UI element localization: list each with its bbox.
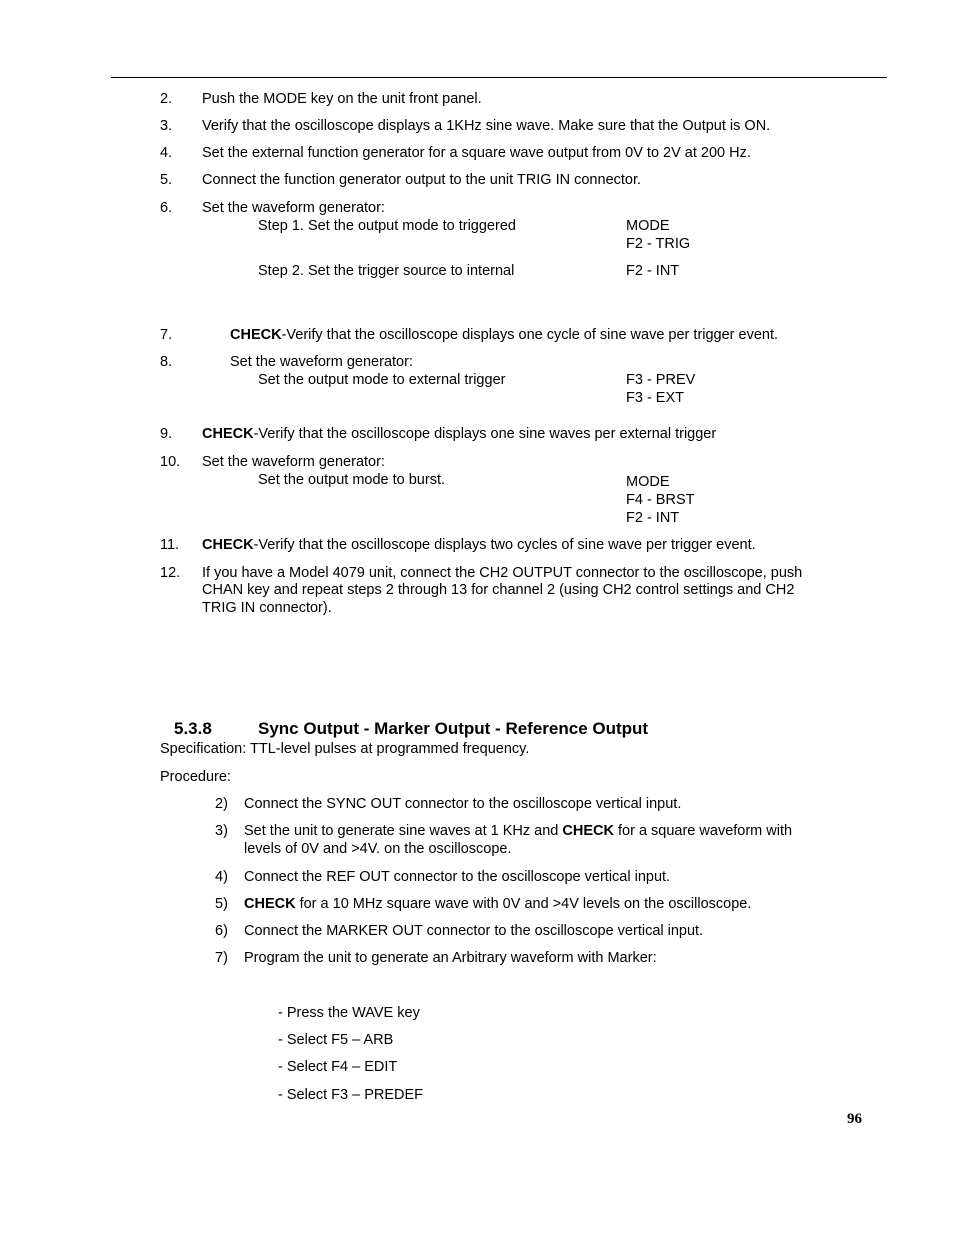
check-label: CHECK <box>244 896 296 912</box>
step-number: 5. <box>160 172 173 188</box>
step-number: 3) <box>215 823 228 839</box>
step-text-line: levels of 0V and >4V. on the oscilloscope. <box>244 841 512 857</box>
step-text-line: TRIG IN connector). <box>202 600 332 616</box>
step-number: 5) <box>215 896 228 912</box>
step-text <box>230 326 778 344</box>
check-label: CHECK <box>230 327 282 343</box>
step-text <box>244 822 792 840</box>
step-number: 6) <box>215 923 228 939</box>
check-text: -Verify that the oscilloscope displays one cycle of sine wave per trigger event. <box>281 327 779 343</box>
substep-text: Step 2. Set the trigger source to internal <box>258 263 515 279</box>
step-text-post: for a square waveform with <box>613 823 793 839</box>
section-number: 5.3.8 <box>174 719 212 738</box>
step-number: 3. <box>160 118 173 134</box>
substep-text: Set the output mode to burst. <box>258 472 446 488</box>
section-title: Sync Output - Marker Output - Reference Output <box>258 719 649 738</box>
check-text: -Verify that the oscilloscope displays one sine waves per external trigger <box>253 426 717 442</box>
key-label: F2 - INT <box>626 510 680 526</box>
step-number: 2) <box>215 796 228 812</box>
substep-text: Set the output mode to external trigger <box>258 372 506 388</box>
step-text: Set the waveform generator: <box>202 454 385 470</box>
step-text-line: If you have a Model 4079 unit, connect the CH2 OUTPUT connector to the oscilloscope, push <box>202 565 803 581</box>
step-number: 4. <box>160 145 173 161</box>
check-label: CHECK <box>202 426 254 442</box>
key-label: F4 - BRST <box>626 492 695 508</box>
step-number: 7) <box>215 950 228 966</box>
check-text: for a 10 MHz square wave with 0V and >4V levels on the oscilloscope. <box>295 896 752 912</box>
step-text: Connect the MARKER OUT connector to the oscilloscope vertical input. <box>244 923 704 939</box>
key-label: F3 - EXT <box>626 390 685 406</box>
step-number: 4) <box>215 869 228 885</box>
key-label: F2 - TRIG <box>626 236 691 252</box>
specification-text: Specification: TTL-level pulses at programmed frequency. <box>160 741 530 757</box>
step-number: 6. <box>160 200 173 216</box>
key-step: - Select F4 – EDIT <box>278 1059 398 1075</box>
key-label: MODE <box>626 474 670 490</box>
check-label: CHECK <box>562 823 614 839</box>
step-text: Set the waveform generator: <box>202 200 385 216</box>
step-text <box>244 895 751 913</box>
step-number: 11. <box>160 537 180 553</box>
step-text: Push the MODE key on the unit front panel. <box>202 91 482 107</box>
step-number: 2. <box>160 91 173 107</box>
check-text: -Verify that the oscilloscope displays two cycles of sine wave per trigger event. <box>253 537 756 553</box>
step-text: Set the waveform generator: <box>230 354 413 370</box>
check-label: CHECK <box>202 537 254 553</box>
substep-text: Step 1. Set the output mode to triggered <box>258 218 516 234</box>
step-text: Connect the function generator output to the unit TRIG IN connector. <box>202 172 642 188</box>
key-label: MODE <box>626 218 670 234</box>
header-rule <box>111 77 887 78</box>
step-text: Set the external function generator for a square wave output from 0V to 2V at 200 Hz. <box>202 145 751 161</box>
key-label: F2 - INT <box>626 263 680 279</box>
step-text: Program the unit to generate an Arbitrary waveform with Marker: <box>244 950 657 966</box>
step-number: 10. <box>160 454 181 470</box>
key-label: F3 - PREV <box>626 372 696 388</box>
step-number: 7. <box>160 327 173 343</box>
step-text-pre: Set the unit to generate sine waves at 1 KHz and <box>244 823 563 839</box>
step-number: 12. <box>160 565 181 581</box>
procedure-label: Procedure: <box>160 769 231 785</box>
step-text <box>202 425 716 443</box>
step-text: Connect the SYNC OUT connector to the oscilloscope vertical input. <box>244 796 682 812</box>
step-text: Verify that the oscilloscope displays a 1KHz sine wave. Make sure that the Output is ON. <box>202 118 771 134</box>
step-text <box>202 536 756 554</box>
page-number: 96 <box>847 1111 862 1127</box>
step-text: Connect the REF OUT connector to the oscilloscope vertical input. <box>244 869 671 885</box>
step-text-line: CHAN key and repeat steps 2 through 13 for channel 2 (using CH2 control settings and CH2 <box>202 582 795 598</box>
step-number: 8. <box>160 354 173 370</box>
key-step: - Select F3 – PREDEF <box>278 1087 424 1103</box>
step-number: 9. <box>160 426 173 442</box>
key-step: - Select F5 – ARB <box>278 1032 394 1048</box>
key-step: - Press the WAVE key <box>278 1005 420 1021</box>
